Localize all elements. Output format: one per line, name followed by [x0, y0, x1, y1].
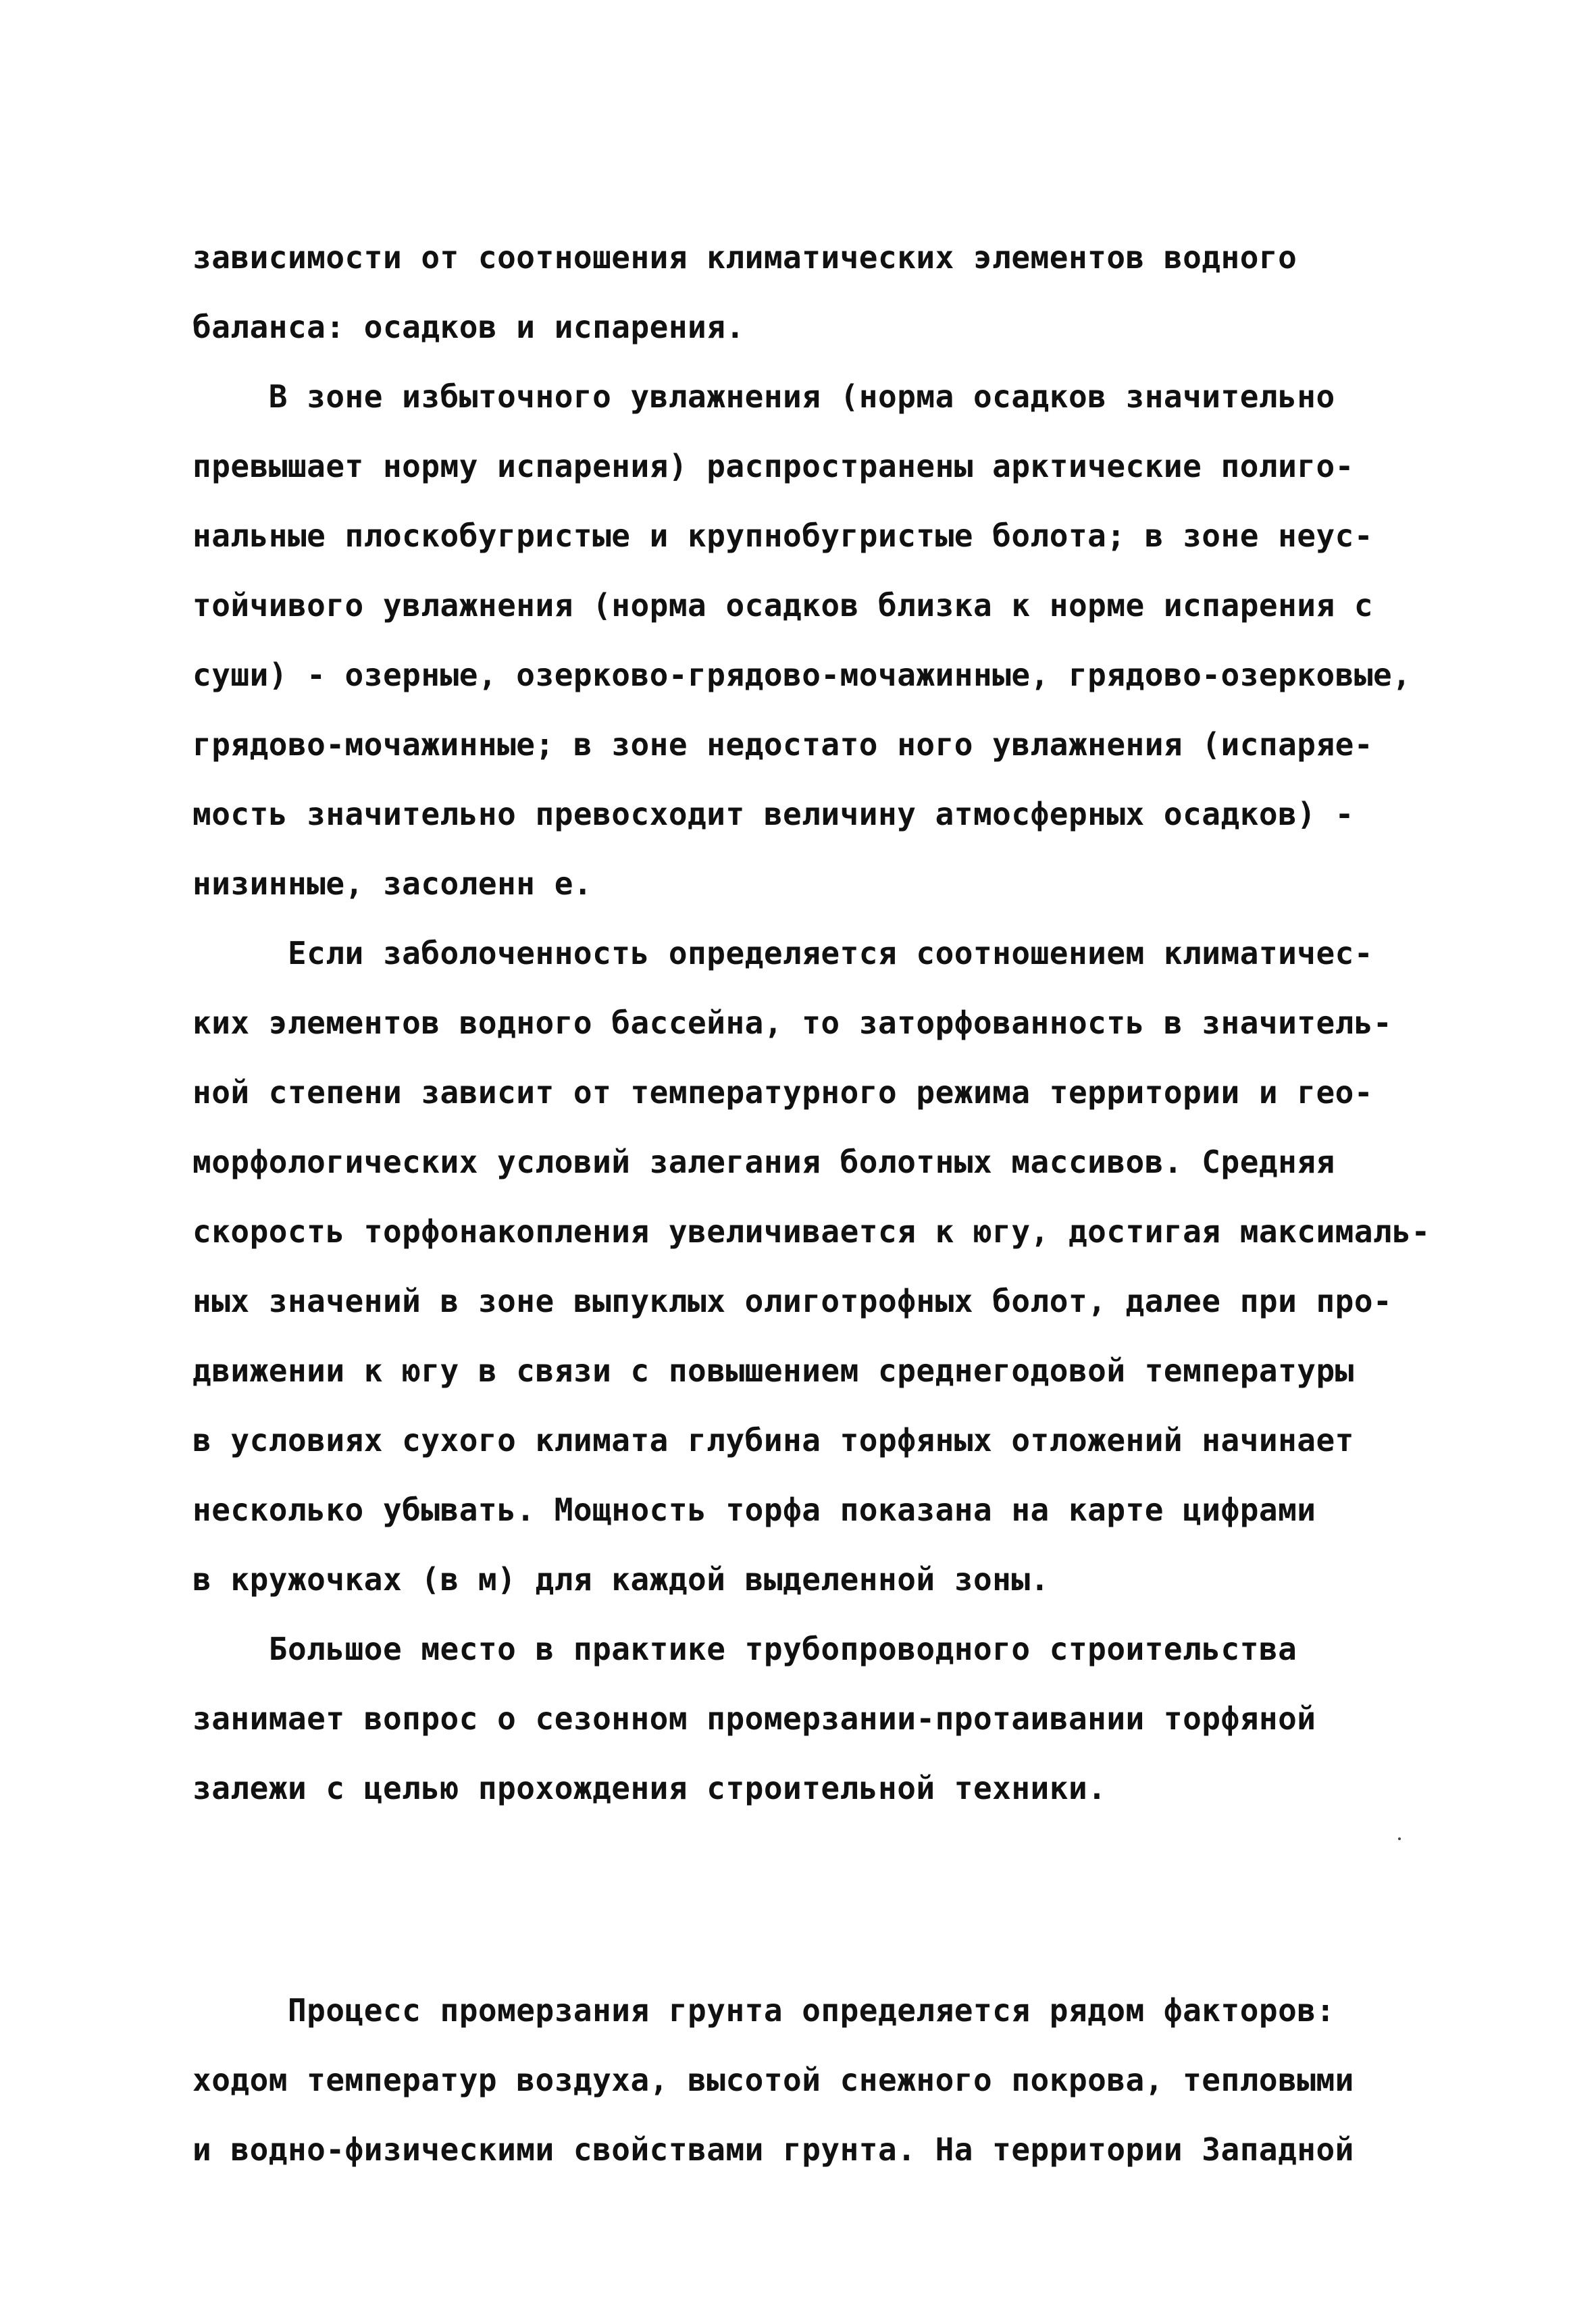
text-line: морфологических условий залегания болотных массивов. Средняя	[192, 1144, 1335, 1180]
text-section-2	[192, 1976, 1543, 2185]
text-line: ходом температур воздуха, высотой снежного покрова, тепловыми	[192, 2062, 1354, 2098]
text-section-1	[192, 223, 1543, 1823]
text-line: мость значительно превосходит величину атмосферных осадков) -	[192, 796, 1354, 832]
text-line: ких элементов водного бассейна, то заторфованность в значитель-	[192, 1005, 1393, 1041]
text-line: Процесс промерзания грунта определяется рядом факторов:	[192, 1992, 1335, 2029]
text-line: залежи с целью прохождения строительной техники.	[192, 1770, 1107, 1806]
text-line: ной степени зависит от температурного режима территории и гео-	[192, 1074, 1374, 1111]
text-line: занимает вопрос о сезонном промерзании-протаивании торфяной	[192, 1700, 1316, 1737]
text-line: ных значений в зоне выпуклых олиготрофных болот, далее при про-	[192, 1283, 1393, 1319]
text-line: Если заболоченность определяется соотношением климатичес-	[192, 935, 1374, 971]
scan-speck	[1398, 1837, 1401, 1840]
text-line: нальные плоскобугристые и крупнобугристые болота; в зоне неус-	[192, 517, 1374, 554]
text-line: зависимости от соотношения климатических элементов водного	[192, 239, 1297, 276]
text-line: скорость торфонакопления увеличивается к югу, достигая максималь-	[192, 1213, 1431, 1250]
text-line: и водно-физическими свойствами грунта. На территории Западной	[192, 2131, 1354, 2168]
text-line: Большое место в практике трубопроводного строительства	[192, 1631, 1297, 1667]
text-line: грядово-мочажинные; в зоне недостато ного увлажнения (испаряе-	[192, 726, 1374, 763]
text-line: в кружочках (в м) для каждой выделенной зоны.	[192, 1561, 1050, 1598]
text-line: суши) - озерные, озерково-грядово-мочажинные, грядово-озерковые,	[192, 657, 1412, 693]
text-line: баланса: осадков и испарения.	[192, 309, 745, 345]
text-line: тойчивого увлажнения (норма осадков близка к норме испарения с	[192, 587, 1374, 624]
text-line: В зоне избыточного увлажнения (норма осадков значительно	[192, 378, 1335, 415]
text-line: в условиях сухого климата глубина торфяных отложений начинает	[192, 1422, 1354, 1458]
text-line: низинные, засоленн е.	[192, 865, 593, 902]
text-line: движении к югу в связи с повышением среднегодовой температуры	[192, 1352, 1354, 1389]
text-line: превышает норму испарения) распространены арктические полиго-	[192, 448, 1354, 484]
text-line: несколько убывать. Мощность торфа показана на карте цифрами	[192, 1492, 1316, 1528]
